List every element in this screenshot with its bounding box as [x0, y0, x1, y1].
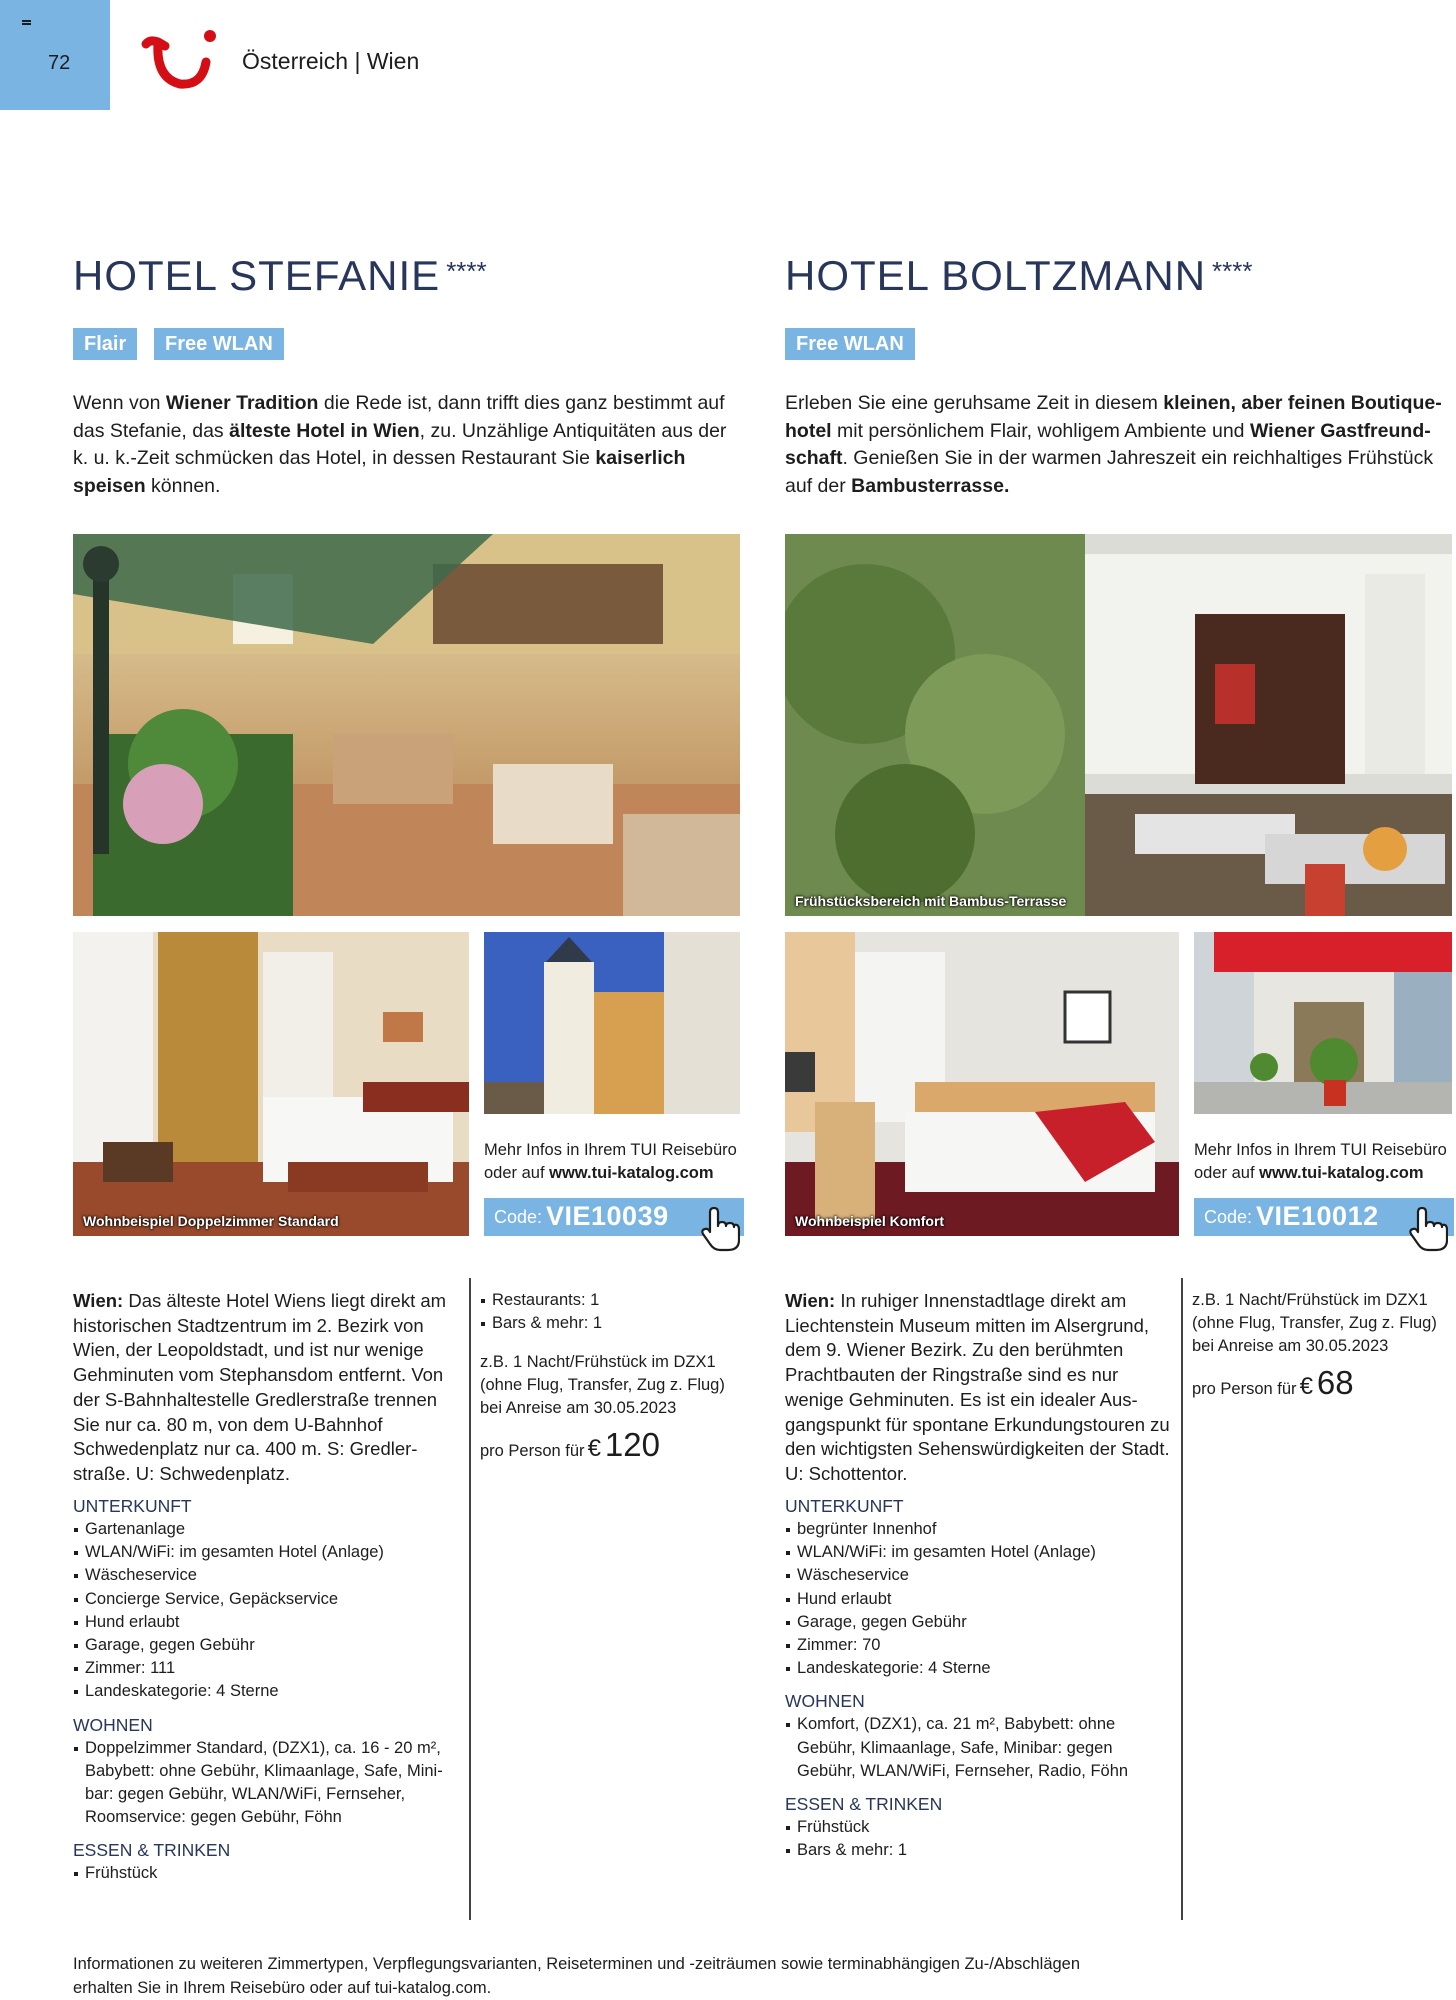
info-line: Mehr Infos in Ihrem TUI Reisebüro: [1194, 1141, 1447, 1159]
feature-item: Bars & mehr: 1: [785, 1839, 1170, 1862]
feature-item: Frühstück: [785, 1816, 1170, 1839]
hotel-courtyard-photo: [73, 534, 740, 916]
hotel-intro: [73, 390, 743, 500]
description-lead: Wien:: [785, 1290, 836, 1311]
feature-item: Landeskategorie: 4 Sterne: [73, 1680, 458, 1703]
more-info-text: [484, 1139, 754, 1185]
room-photo: [785, 932, 1179, 1236]
feature-list: [785, 1713, 1170, 1783]
tag-free-wlan: Free WLAN: [154, 328, 284, 360]
column-divider: [1181, 1278, 1183, 1920]
more-info-text: [1194, 1139, 1456, 1185]
intro-text: , zu. Unzählige Antiquitäten aus der k. u. k.-Zeit schmücken das Hotel, in dessen Restaurant Sie: [73, 419, 727, 469]
feature-item: Landeskategorie: 4 Sterne: [785, 1657, 1170, 1680]
terrace-image: [785, 534, 1452, 916]
price-column: [1192, 1289, 1454, 1402]
hotel-terrace-photo: [785, 534, 1452, 916]
intro-highlight: kaiserlich speisen: [73, 447, 686, 497]
tag-flair: Flair: [73, 328, 137, 360]
feature-item: WLAN/WiFi: im gesamten Hotel (Anlage): [785, 1541, 1170, 1564]
intro-text: können.: [145, 474, 221, 497]
feature-item: Komfort, (DZX1), ca. 21 m², Babybett: ohne Gebühr, Klimaanlage, Safe, Minibar: gegen Gebühr, WLAN/WiFi, Fernseher, Radio, Föhn: [785, 1713, 1170, 1783]
intro-highlight: älteste Hotel in Wien: [229, 419, 420, 442]
intro-text: Erleben Sie eine geruhsame Zeit in diesem: [785, 392, 1164, 414]
feature-item: Concierge Service, Gepäckservice: [73, 1588, 458, 1611]
photo-caption: Wohnbeispiel Komfort: [795, 1213, 945, 1229]
section-heading: UNTERKUNFT: [73, 1496, 192, 1516]
catalog-link[interactable]: www.tui-katalog.com: [1259, 1164, 1424, 1182]
intro-text: die Rede ist, dann trifft dies ganz bestimmt auf das Stefanie, das: [73, 392, 725, 442]
booking-code[interactable]: VIE10039: [546, 1201, 669, 1231]
price-prefix: pro Person für: [1192, 1380, 1297, 1398]
feature-item: Hund erlaubt: [785, 1588, 1170, 1611]
location-breadcrumb: Österreich | Wien: [242, 48, 420, 74]
star-rating: ****: [1212, 256, 1253, 286]
photo-caption: Frühstücksbereich mit Bambus-Terrasse: [795, 893, 1067, 909]
photo-caption: Wohnbeispiel Doppelzimmer Standard: [83, 1213, 339, 1229]
tag-free-wlan: Free WLAN: [785, 328, 915, 360]
price-amount: 120: [604, 1426, 660, 1464]
room-photo: [73, 932, 469, 1236]
price-amount: 68: [1316, 1364, 1354, 1401]
feature-item: Wäscheservice: [785, 1564, 1170, 1587]
price-column: [480, 1289, 740, 1464]
room-image: [73, 932, 469, 1236]
intro-text: mit persönlichem Flair, wohligem Ambiente und: [831, 419, 1250, 442]
code-label: Code:: [1204, 1207, 1253, 1227]
hotel-description: [73, 1289, 458, 1487]
page-number-badge: [0, 0, 110, 110]
feature-list: [785, 1816, 1170, 1862]
footer-note: Informationen zu weiteren Zimmertypen, Verpflegungsvarianten, Reiseterminen und -zeiträumen sowie terminabhängigen Zu-/Abschlägen erhalten Sie in Ihrem Reisebüro oder auf tui-katalog.com.: [73, 1955, 1081, 1997]
price-conditions: z.B. 1 Nacht/Frühstück im DZX1 (ohne Flug, Transfer, Zug z. Flug) bei Anreise am 30.05.2023: [1192, 1291, 1437, 1355]
intro-highlight: Wiener Gastfreund-schaft: [785, 419, 1431, 469]
intro-highlight: kleinen, aber feinen Boutique-hotel: [785, 392, 1442, 442]
entrance-image: [1194, 932, 1452, 1114]
hotel-intro: [785, 390, 1453, 500]
courtyard-image: [73, 534, 740, 916]
currency: €: [1299, 1373, 1313, 1400]
price: [480, 1426, 740, 1464]
feature-item: begrünter Innenhof: [785, 1518, 1170, 1541]
feature-item: WLAN/WiFi: im gesamten Hotel (Anlage): [73, 1541, 458, 1564]
hotel-name: HOTEL BOLTZMANN: [785, 252, 1207, 299]
section-heading: WOHNEN: [73, 1714, 153, 1735]
description-text: Das älteste Hotel Wiens liegt direkt am historischen Stadtzentrum im 2. Bezirk von Wien, der Leopoldstadt, und ist nur wenige Gehminuten vom Stephansdom entfernt. Von der S-Bahnhaltestelle Gredlerstraße trennen Sie nur ca. 80 m, von dem U-Bahnhof Schwedenplatz nur ca. 400 m. S: Gredler-straße. U: Schwedenplatz.: [73, 1290, 447, 1484]
description-text: In ruhiger Innenstadtlage direkt am Liechtenstein Museum mitten im Alsergrund, dem 9. Wiener Bezirk. Zu den berühmten Prachtbauten der Ringstraße sind es nur wenige Gehminuten. Es ist ein idealer Aus-gangspunkt für spontane Erkundungstouren zu den wichtigsten Sehenswürdigkeiten der Stadt. U: Schottentor.: [785, 1290, 1170, 1484]
feature-item: Bars & mehr: 1: [480, 1312, 740, 1335]
intro-text: . Genießen Sie in der warmen Jahreszeit ein reichhaltiges Frühstück auf der: [785, 447, 1434, 497]
section-heading: WOHNEN: [785, 1691, 865, 1712]
feature-item: Restaurants: 1: [480, 1289, 740, 1312]
feature-item: Doppelzimmer Standard, (DZX1), ca. 16 - 20 m², Babybett: ohne Gebühr, Klimaanlage, Safe, Mini-bar: gegen Gebühr, WLAN/WiFi, Fernseher, Roomservice: gegen Gebühr, Föhn: [73, 1737, 458, 1830]
star-rating: ****: [446, 256, 487, 286]
feature-item: Zimmer: 111: [73, 1657, 458, 1680]
menu-icon: [22, 20, 31, 25]
info-url-line: [484, 1162, 754, 1185]
city-image: [484, 932, 740, 1114]
intro-highlight: Bambusterrasse.: [851, 474, 1010, 497]
feature-item: Hund erlaubt: [73, 1611, 458, 1634]
feature-item: Zimmer: 70: [785, 1634, 1170, 1657]
tui-logo-icon: [140, 26, 220, 92]
info-prefix: oder auf: [484, 1164, 550, 1182]
code-label: Code:: [494, 1207, 543, 1227]
extra-features: [480, 1289, 740, 1335]
intro-text: Wenn von: [73, 392, 166, 414]
page-number: 72: [48, 52, 71, 74]
hand-pointer-icon[interactable]: [700, 1206, 740, 1252]
hotel-name: HOTEL STEFANIE: [73, 252, 441, 299]
currency: €: [587, 1435, 601, 1463]
catalog-link[interactable]: www.tui-katalog.com: [549, 1164, 714, 1182]
feature-list: [785, 1518, 1170, 1680]
info-line: Mehr Infos in Ihrem TUI Reisebüro: [484, 1141, 737, 1159]
info-url-line: [1194, 1162, 1456, 1185]
booking-code[interactable]: VIE10012: [1256, 1201, 1379, 1231]
column-divider: [469, 1278, 471, 1920]
section-heading: ESSEN & TRINKEN: [785, 1794, 943, 1815]
hotel-description: [785, 1289, 1170, 1487]
room-image: [785, 932, 1179, 1236]
section-heading: UNTERKUNFT: [785, 1496, 904, 1516]
price: [1192, 1364, 1454, 1402]
feature-list: [73, 1862, 458, 1885]
hand-pointer-icon[interactable]: [1408, 1206, 1448, 1252]
info-prefix: oder auf: [1194, 1164, 1260, 1182]
feature-item: Gartenanlage: [73, 1518, 458, 1541]
feature-item: Garage, gegen Gebühr: [785, 1611, 1170, 1634]
feature-list: [73, 1518, 458, 1704]
description-lead: Wien:: [73, 1290, 124, 1311]
intro-highlight: Wiener Tradition: [165, 392, 319, 414]
feature-list: [73, 1737, 458, 1830]
feature-item: Garage, gegen Gebühr: [73, 1634, 458, 1657]
hotel-title: [785, 252, 1253, 300]
city-photo: [484, 932, 740, 1114]
hotel-title: [73, 252, 487, 300]
price-conditions: z.B. 1 Nacht/Frühstück im DZX1 (ohne Flug, Transfer, Zug z. Flug) bei Anreise am 30.05.2023: [480, 1353, 725, 1418]
feature-item: Frühstück: [73, 1862, 458, 1885]
hotel-features: [73, 1495, 458, 1886]
section-heading: ESSEN & TRINKEN: [73, 1840, 231, 1861]
price-prefix: pro Person für: [480, 1442, 585, 1461]
hotel-features: [785, 1495, 1170, 1862]
hotel-entrance-photo: [1194, 932, 1452, 1114]
feature-item: Wäscheservice: [73, 1564, 458, 1587]
